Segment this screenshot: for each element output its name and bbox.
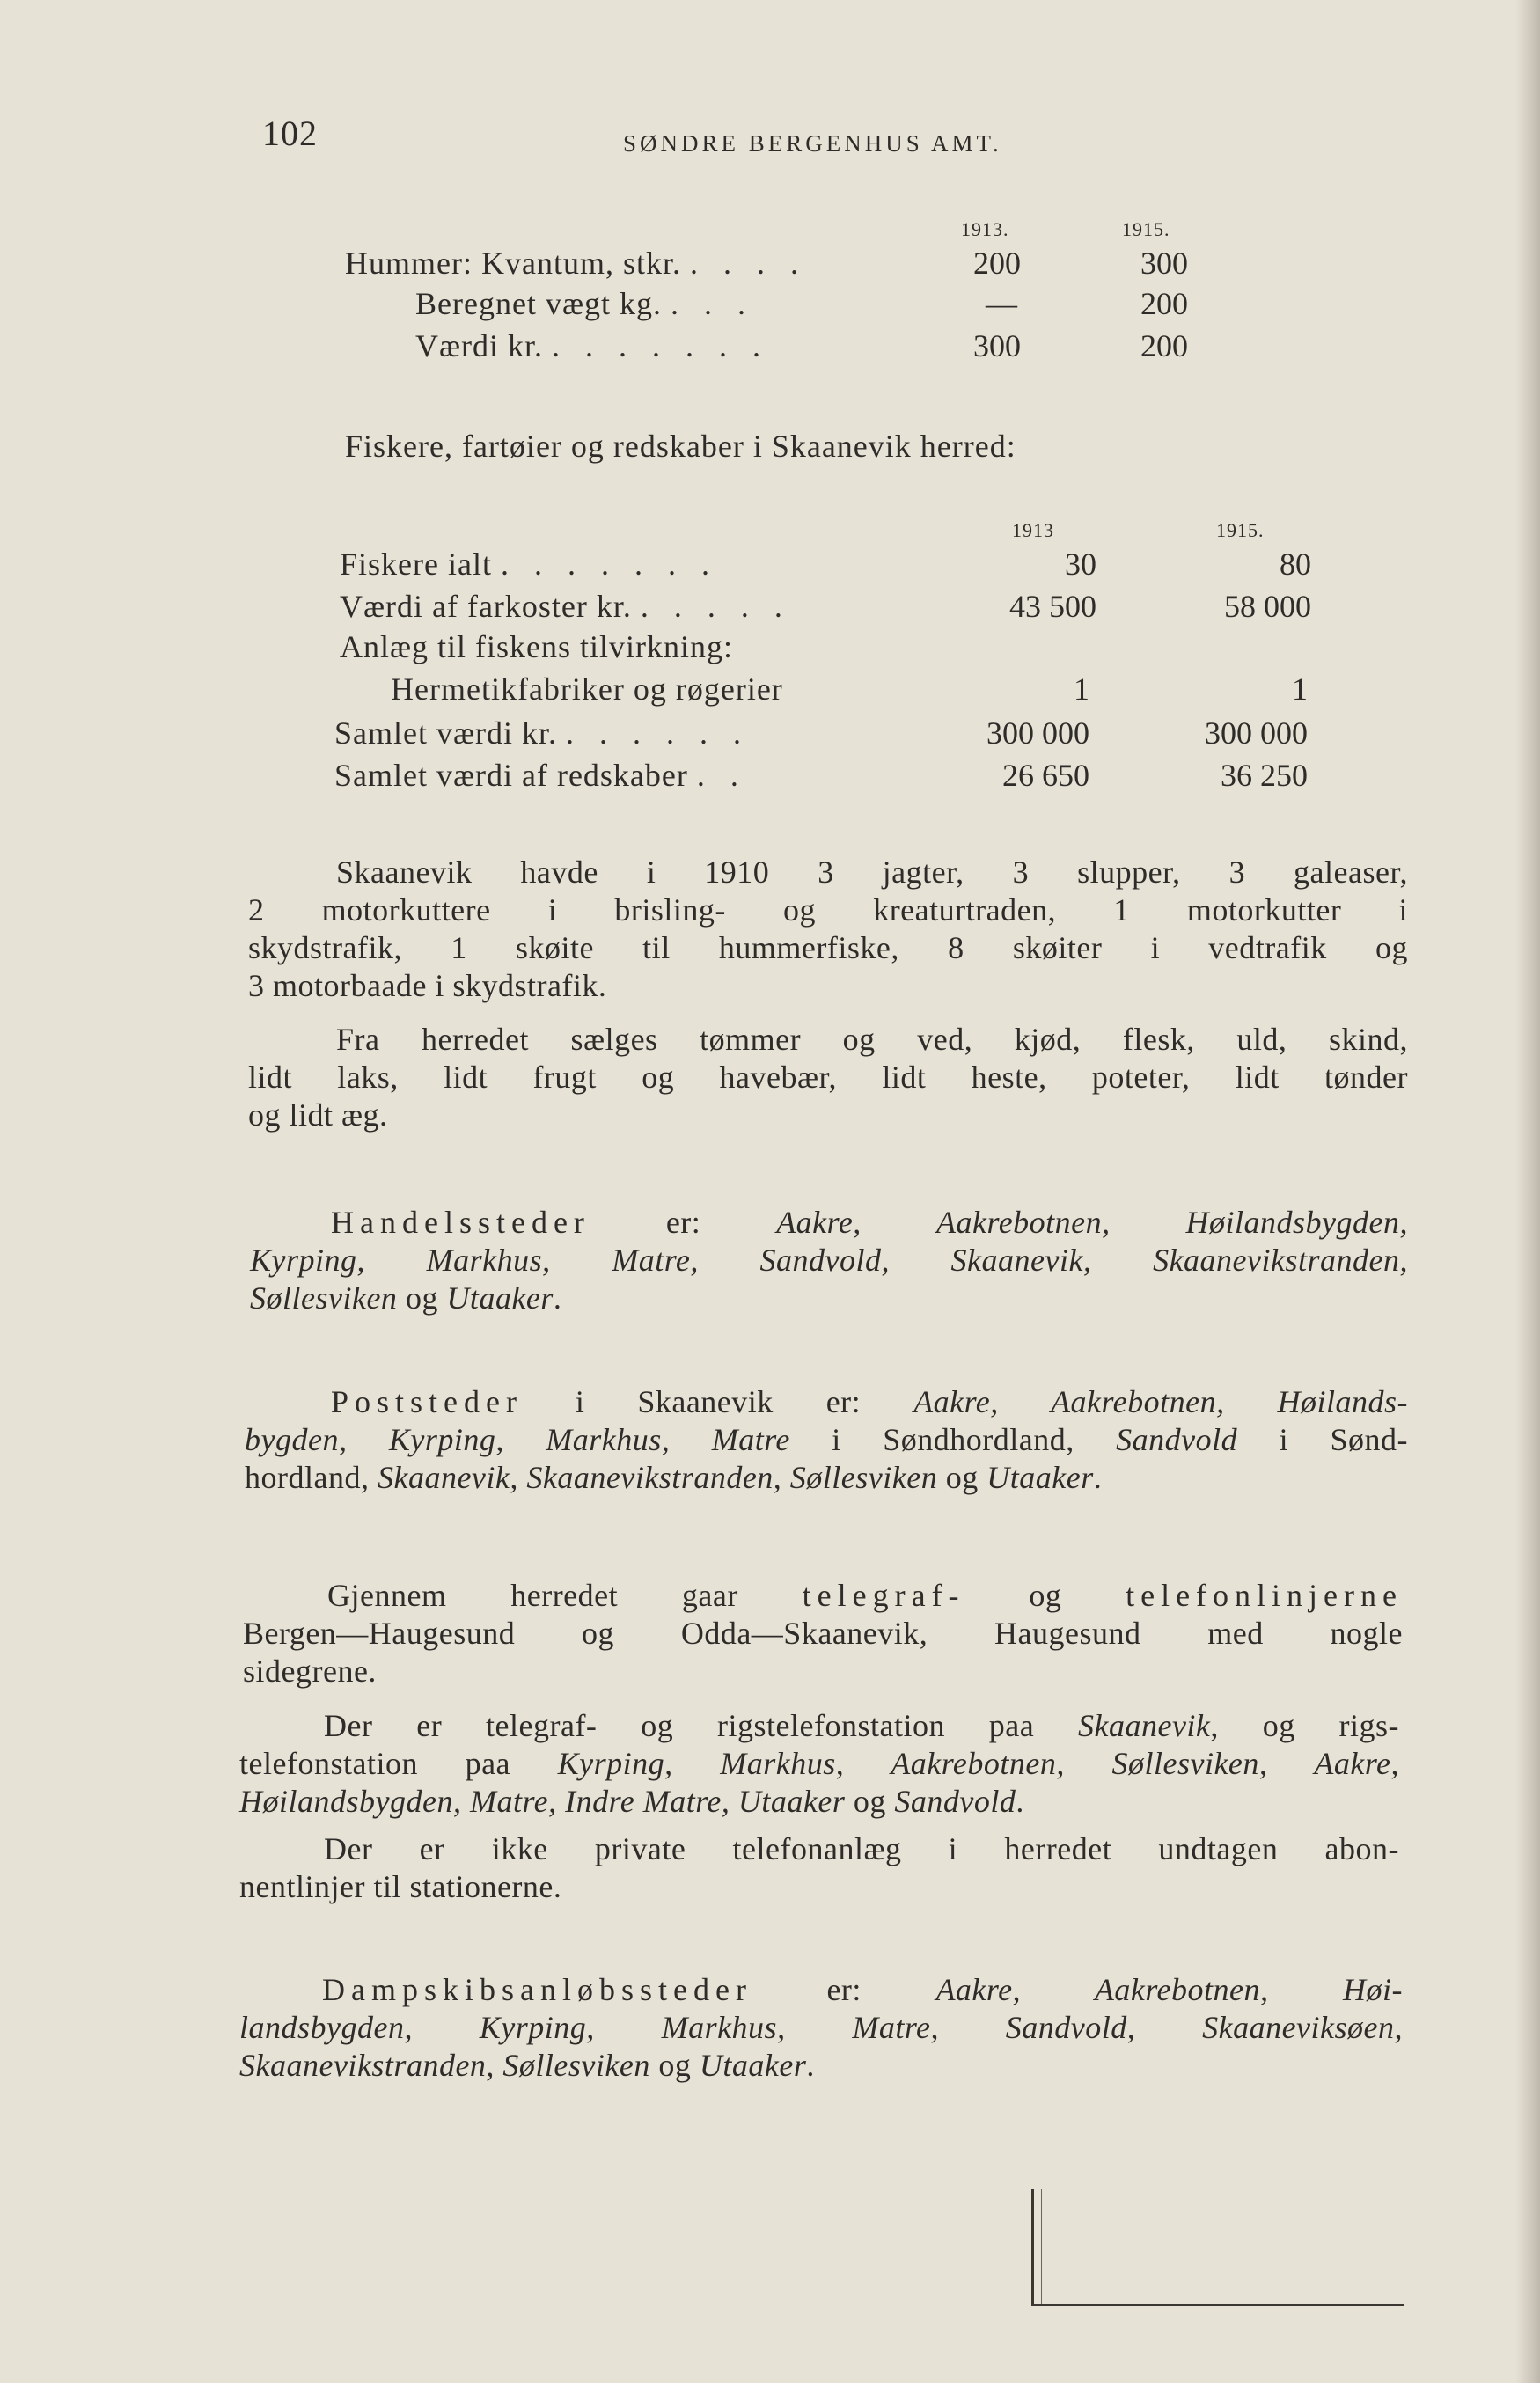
row-label: Værdi af farkoster kr. . . . . .: [340, 589, 791, 624]
row-label: Hermetikfabriker og røgerier: [391, 671, 783, 707]
text-line: Fra herredet sælges tømmer og ved, kjød, flesk, uld, skind,: [336, 1022, 1408, 1057]
spaced-key: Dampskibsanløbssteder: [322, 1972, 752, 2007]
spaced-key: telefonlinjerne: [1126, 1578, 1403, 1613]
library-stamp-mark: [1031, 2189, 1404, 2306]
paragraph-handelssteder: [250, 1204, 1408, 1317]
paragraph-private-telefon: [239, 1830, 1399, 1906]
fiskere-year-1915: 1915.: [1216, 519, 1265, 541]
paragraph-rigstelefon: [239, 1707, 1399, 1821]
text-line: 3 motorbaade i skydstrafik.: [248, 968, 607, 1003]
text-line: sidegrene.: [243, 1653, 377, 1689]
table-row: [0, 628, 1540, 672]
table-row: [0, 546, 1540, 590]
text-line: Dampskibsanløbssteder er: Aakre, Aakrebotnen, Høi-: [322, 1972, 1404, 2007]
hummer-year-1913: 1913.: [961, 218, 1009, 240]
row-label: Samlet værdi af redskaber . .: [334, 758, 747, 793]
spaced-key: Handelssteder: [331, 1205, 590, 1240]
text-line: bygden, Kyrping, Markhus, Matre i Søndhordland, Sandvold i Sønd-: [245, 1422, 1409, 1457]
text-line: Der er telegraf- og rigstelefonstation paa Skaanevik, og rigs-: [324, 1708, 1399, 1743]
table-row: [0, 285, 1540, 329]
table-row: [0, 327, 1540, 371]
value-1913: 300 000: [986, 715, 1089, 751]
value-1915: 36 250: [1221, 758, 1308, 793]
text-line: hordland, Skaanevik, Skaanevikstranden, Søllesviken og Utaaker.: [245, 1460, 1103, 1495]
row-label: Hummer: Kvantum, stkr. . . . .: [345, 246, 807, 281]
table-row: [0, 245, 1540, 289]
table-row: [0, 671, 1540, 715]
text-line: Skaanevik havde i 1910 3 jagter, 3 slupper, 3 galeaser,: [336, 854, 1408, 890]
value-1915: 200: [1140, 328, 1188, 363]
text-line: skydstrafik, 1 skøite til hummerfiske, 8 skøiter i vedtrafik og: [248, 930, 1408, 965]
paragraph-vessels: [248, 854, 1408, 1005]
value-1915: 300 000: [1205, 715, 1308, 751]
row-label: Værdi kr. . . . . . . .: [415, 328, 770, 363]
text-line: Kyrping, Markhus, Matre, Sandvold, Skaanevik, Skaanevikstranden,: [250, 1243, 1408, 1278]
text-line: Der er ikke private telefonanlæg i herredet undtagen abon-: [324, 1831, 1399, 1866]
value-1913: 43 500: [1009, 589, 1096, 624]
paragraph-dampskib: [239, 1971, 1403, 2085]
row-label: Beregnet vægt kg. . . .: [415, 286, 754, 321]
table-row: [0, 715, 1540, 759]
text-line: nentlinjer til stationerne.: [239, 1869, 562, 1904]
text-line: Poststeder i Skaanevik er: Aakre, Aakrebotnen, Høilands-: [331, 1384, 1408, 1419]
value-1915: 80: [1280, 546, 1311, 582]
row-label: Samlet værdi kr. . . . . . .: [334, 715, 750, 751]
row-label: Anlæg til fiskens tilvirkning:: [340, 629, 734, 664]
row-label: Fiskere ialt . . . . . . .: [340, 546, 718, 582]
fiskere-heading: Fiskere, fartøier og redskaber i Skaanevik herred:: [345, 429, 1016, 464]
paragraph-exports: [248, 1021, 1408, 1134]
table-row: [0, 588, 1540, 632]
value-1913: 300: [973, 328, 1021, 363]
value-1915: 300: [1140, 246, 1188, 281]
value-1915: 58 000: [1224, 589, 1311, 624]
text-line: telefonstation paa Kyrping, Markhus, Aakrebotnen, Søllesviken, Aakre,: [239, 1746, 1399, 1781]
page-number: 102: [262, 114, 318, 153]
fiskere-year-1913: 1913: [1012, 519, 1054, 541]
value-1913: 30: [1065, 546, 1096, 582]
spaced-key: Poststeder: [331, 1384, 523, 1419]
text-line: 2 motorkuttere i brisling- og kreaturtraden, 1 motorkutter i: [248, 892, 1408, 928]
spaced-key: telegraf-: [802, 1578, 965, 1613]
text-line: Handelssteder er: Aakre, Aakrebotnen, Høilandsbygden,: [331, 1205, 1409, 1240]
value-1913: 26 650: [1002, 758, 1089, 793]
value-1913: —: [986, 286, 1017, 321]
value-1915: 200: [1140, 286, 1188, 321]
text-line: og lidt æg.: [248, 1097, 388, 1133]
hummer-year-1915: 1915.: [1122, 218, 1170, 240]
text-line: Bergen—Haugesund og Odda—Skaanevik, Haugesund med nogle: [243, 1616, 1403, 1651]
text-line: lidt laks, lidt frugt og havebær, lidt heste, poteter, lidt tønder: [248, 1060, 1408, 1095]
table-row: [0, 757, 1540, 801]
text-line: Skaanevikstranden, Søllesviken og Utaaker.: [239, 2048, 815, 2083]
value-1915: 1: [1292, 671, 1308, 707]
paragraph-poststeder: [245, 1383, 1408, 1497]
text-line: Søllesviken og Utaaker.: [250, 1280, 562, 1316]
value-1913: 1: [1074, 671, 1089, 707]
running-title: SØNDRE BERGENHUS AMT.: [623, 130, 1002, 157]
paragraph-telegraf: [243, 1577, 1403, 1690]
text-line: Gjennem herredet gaar telegraf- og telefonlinjerne: [327, 1578, 1403, 1613]
value-1913: 200: [973, 246, 1021, 281]
text-line: landsbygden, Kyrping, Markhus, Matre, Sandvold, Skaaneviksøen,: [239, 2010, 1403, 2045]
text-line: Høilandsbygden, Matre, Indre Matre, Utaaker og Sandvold.: [239, 1784, 1024, 1819]
